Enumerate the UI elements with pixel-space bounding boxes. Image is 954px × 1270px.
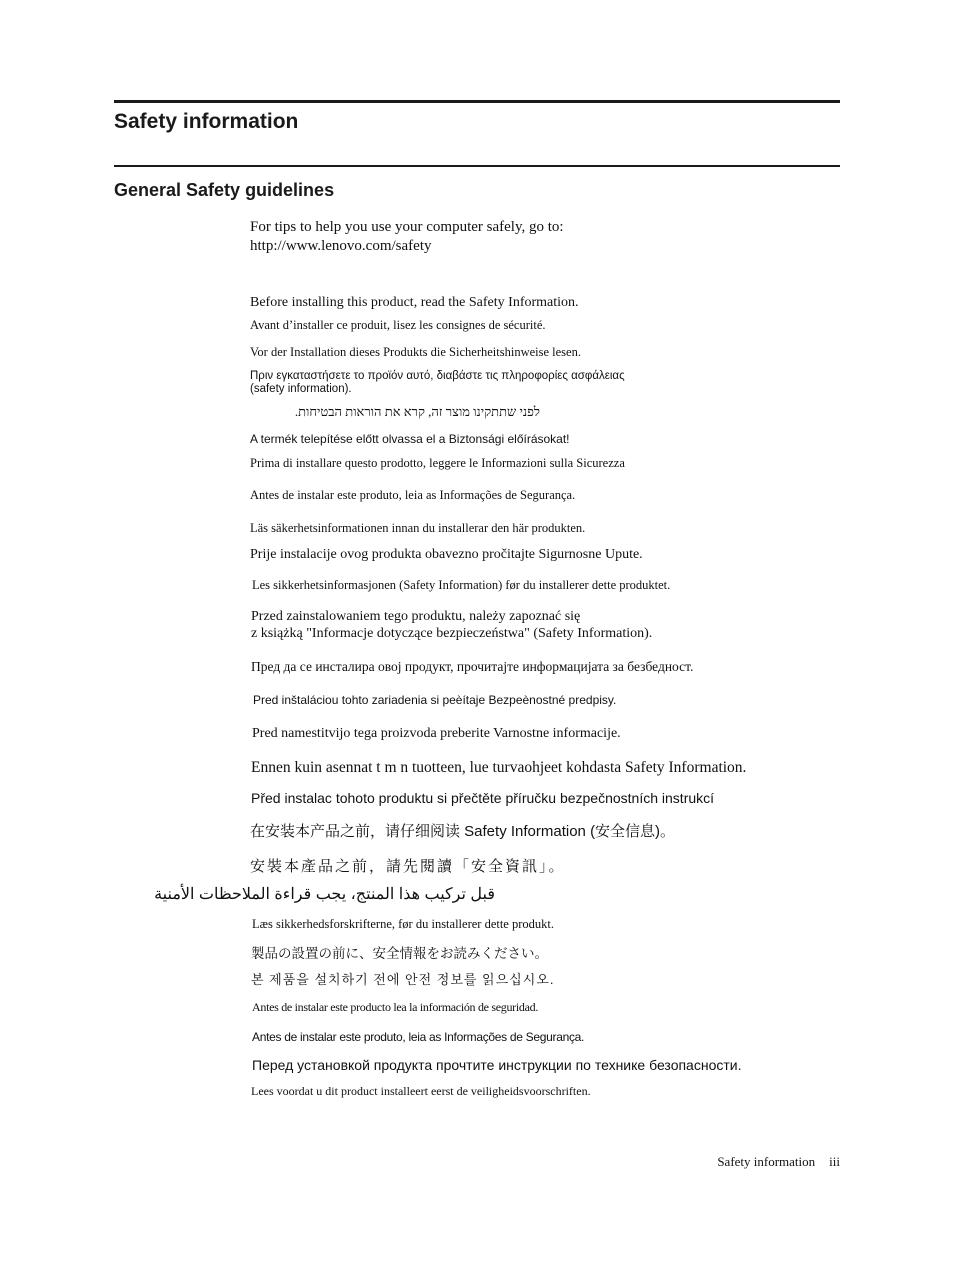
statement-traditional-chinese: 安裝本產品之前，請先閱讀「安全資訊」。 xyxy=(250,859,566,875)
statement-dutch: Lees voordat u dit product installeert eerst de veiligheidsvoorschriften. xyxy=(251,1084,591,1098)
statement-japanese: 製品の設置の前に、安全情報をお読みください。 xyxy=(251,946,548,961)
statement-simplified-chinese: 在安装本产品之前，请仔细阅读 Safety Information (安全信息)。 xyxy=(250,823,676,840)
statement-russian: Перед установкой продукта прочтите инструкции по технике безопасности. xyxy=(252,1057,742,1073)
statement-macedonian: Пред да се инсталира овој продукт, прочитајте информацијата за безбедност. xyxy=(251,659,694,674)
statement-hebrew: לפני שתתקינו מוצר זה, קרא את הוראות הבטיחות. xyxy=(294,404,540,419)
statement-polish-line2: z książką "Informacje dotyczące bezpieczeństwa" (Safety Information). xyxy=(251,626,653,641)
intro-paragraph xyxy=(250,218,564,256)
statement-slovenian: Pred namestitvijo tega proizvoda preberite Varnostne informacije. xyxy=(252,726,621,741)
statement-croatian: Prije instalacije ovog produkta obavezno pročitajte Sigurnosne Upute. xyxy=(250,547,643,562)
statement-norwegian: Les sikkerhetsinformasjonen (Safety Information) før du installerer dette produktet. xyxy=(252,578,671,592)
statement-portuguese: Antes de instalar este produto, leia as Informações de Segurança. xyxy=(250,488,576,502)
section-rule xyxy=(114,165,840,167)
statement-slovak: Pred inštaláciou tohto zariadenia si peèítaje Bezpeènostné predpisy. xyxy=(253,693,617,707)
statement-czech: Před instalac tohoto produktu si přečtěte příručku bezpečnostních instrukcí xyxy=(251,790,715,806)
statement-korean: 본 제품을 설치하기 전에 안전 정보를 읽으십시오. xyxy=(251,972,555,987)
statement-german: Vor der Installation dieses Produkts die Sicherheitshinweise lesen. xyxy=(250,345,581,359)
safety-url-link[interactable]: http://www.lenovo.com/safety xyxy=(250,238,432,254)
statement-polish-line1: Przed zainstalowaniem tego produktu, należy zapoznać się xyxy=(251,609,581,624)
statement-arabic: قبل تركيب هذا المنتج، يجب قراءة الملاحظات الأمنية xyxy=(154,886,495,903)
statement-brazilian-portuguese: Antes de instalar este produto, leia as Informações de Segurança. xyxy=(252,1030,585,1044)
page-title: Safety information xyxy=(114,110,299,133)
section-heading: General Safety guidelines xyxy=(114,180,335,200)
statement-english: Before installing this product, read the Safety Information. xyxy=(250,295,579,310)
statement-hungarian: A termék telepítése előtt olvassa el a Biztonsági előírásokat! xyxy=(250,432,570,446)
statement-french: Avant d’installer ce produit, lisez les consignes de sécurité. xyxy=(250,318,546,332)
statement-greek-line2: (safety information). xyxy=(250,383,352,395)
top-rule xyxy=(114,100,840,103)
statement-italian: Prima di installare questo prodotto, leggere le Informazioni sulla Sicurezza xyxy=(250,456,625,470)
page-footer xyxy=(717,1154,840,1170)
statement-greek-line1: Πριν εγκαταστήσετε το προϊόν αυτό, διαβάστε τις πληροφορίες ασφάλειας xyxy=(250,370,625,382)
footer-label: Safety information xyxy=(717,1154,816,1169)
statement-spanish: Antes de instalar este producto lea la información de seguridad. xyxy=(252,1000,539,1014)
page-number: iii xyxy=(829,1154,840,1169)
statement-swedish: Läs säkerhetsinformationen innan du installerar den här produkten. xyxy=(250,521,586,535)
statement-finnish: Ennen kuin asennat t m n tuotteen, lue turvaohjeet kohdasta Safety Information. xyxy=(251,759,747,776)
statement-danish: Læs sikkerhedsforskrifterne, før du installerer dette produkt. xyxy=(252,917,554,931)
intro-line: For tips to help you use your computer safely, go to: xyxy=(250,219,564,235)
